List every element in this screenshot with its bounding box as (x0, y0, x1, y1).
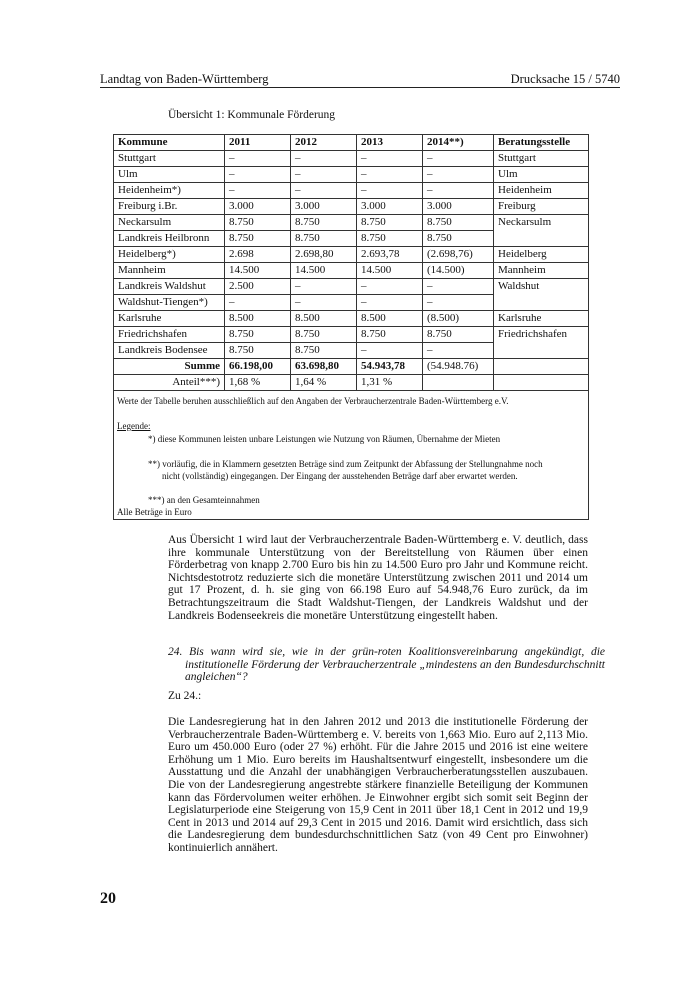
cell: Neckarsulm (494, 215, 589, 231)
cell: 2.698,80 (291, 247, 357, 263)
cell: 14.500 (225, 263, 291, 279)
header-right: Drucksache 15 / 5740 (510, 72, 620, 86)
answer-24-heading: Zu 24.: (168, 690, 202, 702)
table-row (114, 263, 589, 279)
paragraph-2: Die Landesregierung hat in den Jahren 2012 und 2013 die institutionelle Förderung der Verbraucherzentrale Baden-Württemberg e. V. bereits von 1,663 Mio. Euro auf 2,113 Mio. Euro um 450.000 Euro (oder 27 %) erhöht. Für die Jahre 2015 und 2016 ist eine weitere Erhöhung um 1 Mio. Euro bereits im Haushaltsentwurf eingestellt, insbesondere um die Ausstattung und die Anzahl der unabhängigen Verbraucherberatungsstellen auszubauen. Die von der Landesregierung angestrebte stärkere finanzielle Beteiligung der Kommunen kann das Fördervolumen weiter erhöhen. Je Einwohner ergibt sich somit seit Beginn der Legislaturperiode eine Steigerung von 15,9 Cent in 2011 über 18,1 Cent in 2012 und 19,9 Cent in 2013 und 2014 auf 29,3 Cent in 2015 und 2016. Damit wird ersichtlich, dass sich die Landesregierung dem bundesdurchschnittlichen Satz (von 49 Cent pro Einwohner) kontinuierlich annähert. (168, 716, 588, 854)
table-row (114, 311, 589, 327)
share-2013: 1,31 % (357, 375, 423, 391)
cell: 8.750 (225, 215, 291, 231)
cell: – (291, 167, 357, 183)
cell: – (423, 343, 494, 359)
table-row (114, 151, 589, 167)
sum-2014: (54.948.76) (423, 359, 494, 375)
share-label: Anteil***) (114, 375, 225, 391)
cell (494, 343, 589, 359)
cell (494, 295, 589, 311)
share-empty (494, 375, 589, 391)
cell: Waldshut (494, 279, 589, 295)
legend-line-3: ***) an den Gesamteinnahmen (148, 495, 260, 505)
cell: – (423, 295, 494, 311)
cell: 14.500 (357, 263, 423, 279)
table-row (114, 279, 589, 295)
amounts-note: Alle Beträge in Euro (117, 507, 192, 517)
table-row (114, 215, 589, 231)
cell: – (225, 167, 291, 183)
cell: – (423, 183, 494, 199)
legend-line-1: *) diese Kommunen leisten unbare Leistungen wie Nutzung von Räumen, Übernahme der Mieten (148, 434, 501, 444)
cell: – (291, 295, 357, 311)
col-header-beratungsstelle: Beratungsstelle (494, 135, 589, 151)
cell: Landkreis Heilbronn (114, 231, 225, 247)
cell: Karlsruhe (494, 311, 589, 327)
cell: 8.750 (423, 215, 494, 231)
cell: 8.750 (357, 215, 423, 231)
cell: Neckarsulm (114, 215, 225, 231)
cell: Stuttgart (494, 151, 589, 167)
cell: Ulm (494, 167, 589, 183)
legend-line-2-cont: nicht (vollständig) eingegangen. Der Eingang der ausstehenden Beträge darf aber erwartet werden. (162, 471, 518, 481)
cell: 8.750 (225, 343, 291, 359)
col-header-2012: 2012 (291, 135, 357, 151)
cell: 8.750 (225, 327, 291, 343)
cell: Friedrichshafen (494, 327, 589, 343)
cell: 8.750 (291, 231, 357, 247)
question-24: 24. Bis wann wird sie, wie in der grün-roten Koalitionsvereinbarung angekündigt, die institutionelle Förderung der Verbraucherzentrale „mindestens an den Bundesdurchschnitt angleichen“? (168, 646, 605, 684)
cell: – (357, 295, 423, 311)
cell: 8.750 (423, 327, 494, 343)
header-rule (100, 87, 620, 88)
cell: 3.000 (423, 199, 494, 215)
cell: 8.750 (291, 215, 357, 231)
cell: Karlsruhe (114, 311, 225, 327)
cell: Friedrichshafen (114, 327, 225, 343)
cell: – (357, 343, 423, 359)
cell: Waldshut-Tiengen*) (114, 295, 225, 311)
col-header-2014: 2014**) (423, 135, 494, 151)
cell: 8.750 (423, 231, 494, 247)
cell: 8.750 (291, 343, 357, 359)
cell: Mannheim (494, 263, 589, 279)
funding-table (113, 134, 589, 391)
cell: 8.500 (225, 311, 291, 327)
sum-2013: 54.943,78 (357, 359, 423, 375)
cell: – (291, 151, 357, 167)
cell: Freiburg (494, 199, 589, 215)
cell: – (357, 151, 423, 167)
share-2014 (423, 375, 494, 391)
table-row (114, 167, 589, 183)
sum-row (114, 359, 589, 375)
cell: Landkreis Waldshut (114, 279, 225, 295)
cell: 3.000 (291, 199, 357, 215)
table-header-row (114, 135, 589, 151)
cell: 8.500 (357, 311, 423, 327)
sum-2011: 66.198,00 (225, 359, 291, 375)
sum-empty (494, 359, 589, 375)
cell: – (225, 295, 291, 311)
cell: 8.750 (357, 327, 423, 343)
cell: Landkreis Bodensee (114, 343, 225, 359)
table-row (114, 199, 589, 215)
share-2012: 1,64 % (291, 375, 357, 391)
cell: – (225, 183, 291, 199)
share-2011: 1,68 % (225, 375, 291, 391)
cell: – (423, 151, 494, 167)
sum-label: Summe (114, 359, 225, 375)
cell: 14.500 (291, 263, 357, 279)
overview-title: Übersicht 1: Kommunale Förderung (168, 109, 336, 121)
col-header-kommune: Kommune (114, 135, 225, 151)
legend-line-2: **) vorläufig, die in Klammern gesetzten Beträge sind zum Zeitpunkt der Abfassung der Stellungnahme noch (148, 459, 543, 469)
cell: 8.750 (225, 231, 291, 247)
cell: (14.500) (423, 263, 494, 279)
cell: 8.750 (357, 231, 423, 247)
cell: Ulm (114, 167, 225, 183)
cell: – (225, 151, 291, 167)
page-number: 20 (100, 890, 116, 907)
cell: Freiburg i.Br. (114, 199, 225, 215)
cell: 2.500 (225, 279, 291, 295)
cell: – (357, 183, 423, 199)
notes-box (113, 390, 589, 520)
cell: – (291, 183, 357, 199)
cell: (2.698,76) (423, 247, 494, 263)
cell: – (357, 279, 423, 295)
cell: Mannheim (114, 263, 225, 279)
cell: 8.750 (291, 327, 357, 343)
cell: Heidelberg (494, 247, 589, 263)
paragraph-1: Aus Übersicht 1 wird laut der Verbraucherzentrale Baden-Württemberg e. V. deutlich, dass ihre kommunale Unterstützung von der Bereitstellung von Räumen über einen Förderbetrag von knapp 2.700 Euro bis hin zu 14.500 Euro pro Jahr und Kommune reicht. Nichtsdestotrotz reduzierte sich die monetäre Unterstützung zwischen 2011 und 2014 um gut 17 Prozent, d. h. sie ging von 66.198 Euro auf 54.948,76 Euro zurück, da im Betrachtungszeitraum die Stadt Waldshut-Tiengen, der Landkreis Waldshut und der Landkreis Bodenseekreis die monetäre Unterstützung eingestellt haben. (168, 534, 588, 622)
share-row (114, 375, 589, 391)
table-row (114, 183, 589, 199)
table-row (114, 295, 589, 311)
cell: Heidelberg*) (114, 247, 225, 263)
cell: 8.500 (291, 311, 357, 327)
table-row (114, 231, 589, 247)
cell: 2.693,78 (357, 247, 423, 263)
table-row (114, 327, 589, 343)
table-row (114, 247, 589, 263)
table-row (114, 343, 589, 359)
sum-2012: 63.698,80 (291, 359, 357, 375)
cell: – (423, 279, 494, 295)
cell: (8.500) (423, 311, 494, 327)
cell: Heidenheim*) (114, 183, 225, 199)
cell: Stuttgart (114, 151, 225, 167)
cell: – (291, 279, 357, 295)
cell: – (357, 167, 423, 183)
cell: Heidenheim (494, 183, 589, 199)
col-header-2013: 2013 (357, 135, 423, 151)
cell: 2.698 (225, 247, 291, 263)
cell (494, 231, 589, 247)
col-header-2011: 2011 (225, 135, 291, 151)
source-note: Werte der Tabelle beruhen ausschließlich auf den Angaben der Verbraucherzentrale Baden-Württemberg e.V. (117, 396, 509, 406)
cell: 3.000 (357, 199, 423, 215)
cell: 3.000 (225, 199, 291, 215)
header-left: Landtag von Baden-Württemberg (100, 72, 269, 86)
legend-title: Legende: (117, 421, 151, 431)
cell: – (423, 167, 494, 183)
